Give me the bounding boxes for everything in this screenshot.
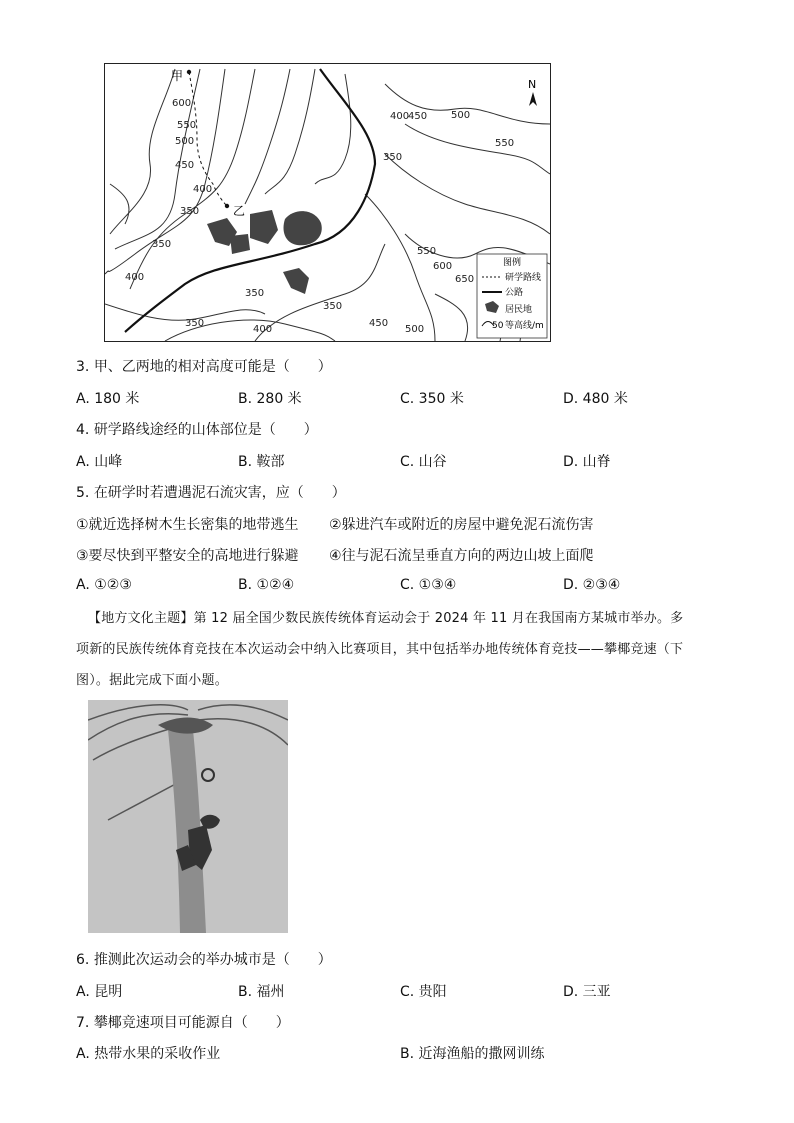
contour-label: 350 <box>152 239 172 250</box>
contour-label: 600 <box>172 98 192 109</box>
passage-line-3: 图）。据此完成下面小题。 <box>76 673 228 688</box>
question-stem: 研学路线途经的山体部位是（ ） <box>93 422 318 438</box>
question-stem: 推测此次运动会的举办城市是（ ） <box>93 952 332 968</box>
question-6 <box>76 949 332 969</box>
svg-text:N: N <box>528 78 537 91</box>
option-d: D. ②③④ <box>563 577 621 593</box>
topographic-map <box>104 63 551 342</box>
contour-label: 350 <box>323 301 343 312</box>
contour-label: 450 <box>369 318 389 329</box>
legend-contour: 等高线/m <box>505 321 544 331</box>
contour-label: 400 <box>125 272 145 283</box>
option-a: A. 昆明 <box>76 984 123 1000</box>
question-number: 3. <box>76 359 90 375</box>
statement-1: ①就近选择树木生长密集的地带逃生 <box>76 517 299 533</box>
contour-label: 400 <box>193 184 213 195</box>
contour-label: 500 <box>451 110 471 121</box>
option-b: B. 近海渔船的撒网训练 <box>400 1046 545 1062</box>
option-a: A. 热带水果的采收作业 <box>76 1046 221 1062</box>
option-c: C. 贵阳 <box>400 984 447 1000</box>
coconut-climbing-photo <box>88 700 288 933</box>
question-number: 5. <box>76 485 90 501</box>
option-b: B. 鞍部 <box>238 454 285 470</box>
passage-line-1: 【地方文化主题】第 12 届全国少数民族传统体育运动会于 2024 年 11 月在我国南方某城市举办。多 <box>88 611 684 626</box>
statement-2: ②躲进汽车或附近的房屋中避免泥石流伤害 <box>329 517 594 533</box>
contour-label: 550 <box>177 120 197 131</box>
question-stem: 在研学时若遭遇泥石流灾害，应（ ） <box>93 485 346 501</box>
question-7 <box>76 1012 290 1032</box>
contour-label: 400 <box>390 111 410 122</box>
statement-3: ③要尽快到平整安全的高地进行躲避 <box>76 548 299 564</box>
option-a: A. ①②③ <box>76 577 132 593</box>
contour-label: 450 <box>408 111 428 122</box>
option-c: C. ①③④ <box>400 577 457 593</box>
contour-label: 350 <box>245 288 265 299</box>
contour-label: 500 <box>405 324 425 335</box>
contour-label: 350 <box>185 318 205 329</box>
statement-4: ④往与泥石流呈垂直方向的两边山坡上面爬 <box>329 548 594 564</box>
contour-label: 350 <box>180 206 200 217</box>
question-number: 4. <box>76 422 90 438</box>
contour-label: 550 <box>495 138 515 149</box>
question-4 <box>76 419 318 439</box>
question-number: 6. <box>76 952 90 968</box>
label-jia: 甲 <box>171 69 184 83</box>
contour-map-graphic <box>105 64 550 341</box>
question-stem: 甲、乙两地的相对高度可能是（ ） <box>93 359 332 375</box>
passage-line-2: 项新的民族传统体育竞技在本次运动会中纳入比赛项目，其中包括举办地传统体育竞技——攀椰竞速（下 <box>76 642 684 657</box>
option-c: C. 山谷 <box>400 454 447 470</box>
contour-label: 500 <box>175 136 195 147</box>
option-b: B. ①②④ <box>238 577 295 593</box>
contour-label: 400 <box>253 324 273 335</box>
option-b: B. 福州 <box>238 984 285 1000</box>
question-number: 7. <box>76 1015 90 1031</box>
option-d: D. 山脊 <box>563 454 611 470</box>
legend-title: 图例 <box>503 258 522 268</box>
option-b: B. 280 米 <box>238 391 302 407</box>
map-legend <box>477 254 547 338</box>
north-arrow-icon <box>528 78 537 106</box>
option-c: C. 350 米 <box>400 391 464 407</box>
option-a: A. 山峰 <box>76 454 123 470</box>
legend-contour-sample: 50 <box>492 321 504 331</box>
legend-road: 公路 <box>505 288 524 298</box>
option-d: D. 三亚 <box>563 984 611 1000</box>
contour-label: 450 <box>175 160 195 171</box>
contour-label: 650 <box>455 274 475 285</box>
legend-settlement: 居民地 <box>505 305 533 315</box>
question-stem: 攀椰竞速项目可能源自（ ） <box>93 1015 290 1031</box>
label-yi: 乙 <box>233 204 246 218</box>
option-a: A. 180 米 <box>76 391 140 407</box>
option-d: D. 480 米 <box>563 391 628 407</box>
contour-label: 350 <box>383 152 403 163</box>
legend-route: 研学路线 <box>505 273 542 283</box>
contour-label: 600 <box>433 261 453 272</box>
contour-label: 550 <box>417 246 437 257</box>
question-5 <box>76 482 346 502</box>
question-3 <box>76 356 332 376</box>
